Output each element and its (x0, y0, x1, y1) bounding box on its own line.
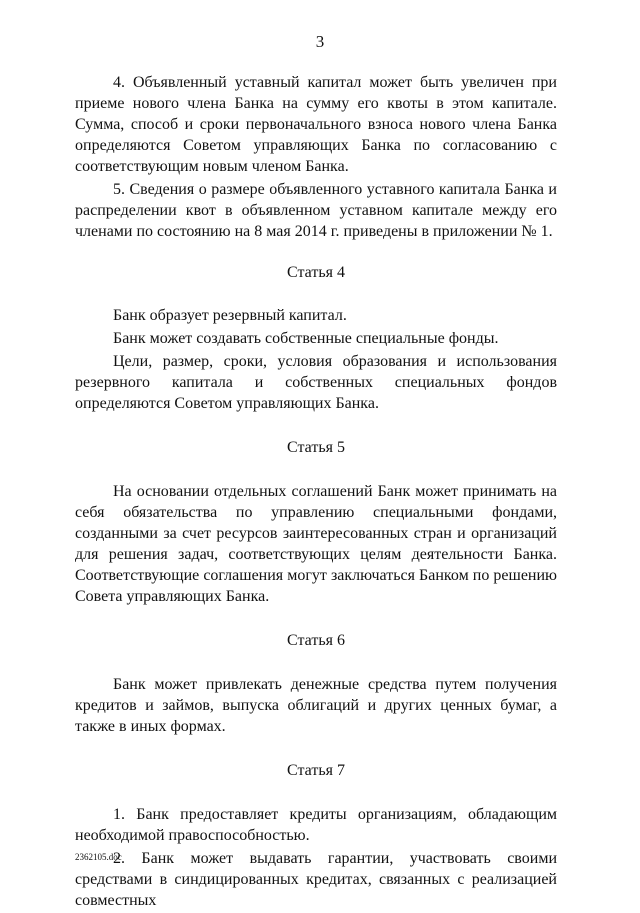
paragraph: Банк образует резервный капитал. (113, 307, 347, 324)
paragraph: 2. Банк может выдавать гарантии, участвовать своими средствами в синдицированных кредитах, связанных с реализацией совместных (75, 850, 557, 909)
paragraph: 5. Сведения о размере объявленного уставного капитала Банка и распределении квот в объявленном уставном капитале между его членами по состоянию на 8 мая 2014 г. приведены в приложении № 1. (75, 181, 557, 240)
article-heading: Статья 4 (287, 264, 345, 281)
paragraph: 4. Объявленный уставный капитал может быть увеличен при приеме нового члена Банка на сумму его квоты в этом капитале. Сумма, способ и сроки первоначального взноса нового члена Банка определяются Советом управляющих Банка по согласованию с соответствующим новым членом Банка. (75, 74, 557, 175)
paragraph: Цели, размер, сроки, условия образования и использования резервного капитала и собственных специальных фондов определяются Советом управляющих Банка. (75, 353, 557, 412)
paragraph: Банк может привлекать денежные средства путем получения кредитов и займов, выпуска облигаций и других ценных бумаг, а также в иных формах. (75, 676, 557, 735)
document-body (75, 72, 557, 913)
article-heading: Статья 7 (287, 762, 345, 779)
page-number: 3 (315, 32, 325, 51)
paragraph: На основании отдельных соглашений Банк может принимать на себя обязательства по управлению специальными фондами, созданными за счет ресурсов заинтересованных стран и организаций для решения задач, соответствующих целям деятельности Банка. Соответствующие соглашения могут заключаться Банком по решению Совета управляющих Банка. (75, 483, 557, 605)
document-filename: 2362105.doc (75, 852, 122, 862)
article-heading: Статья 5 (287, 439, 345, 456)
article-heading: Статья 6 (287, 632, 345, 649)
paragraph: 1. Банк предоставляет кредиты организациям, обладающим необходимой правоспособностью. (75, 806, 557, 844)
paragraph: Банк может создавать собственные специальные фонды. (113, 330, 499, 347)
